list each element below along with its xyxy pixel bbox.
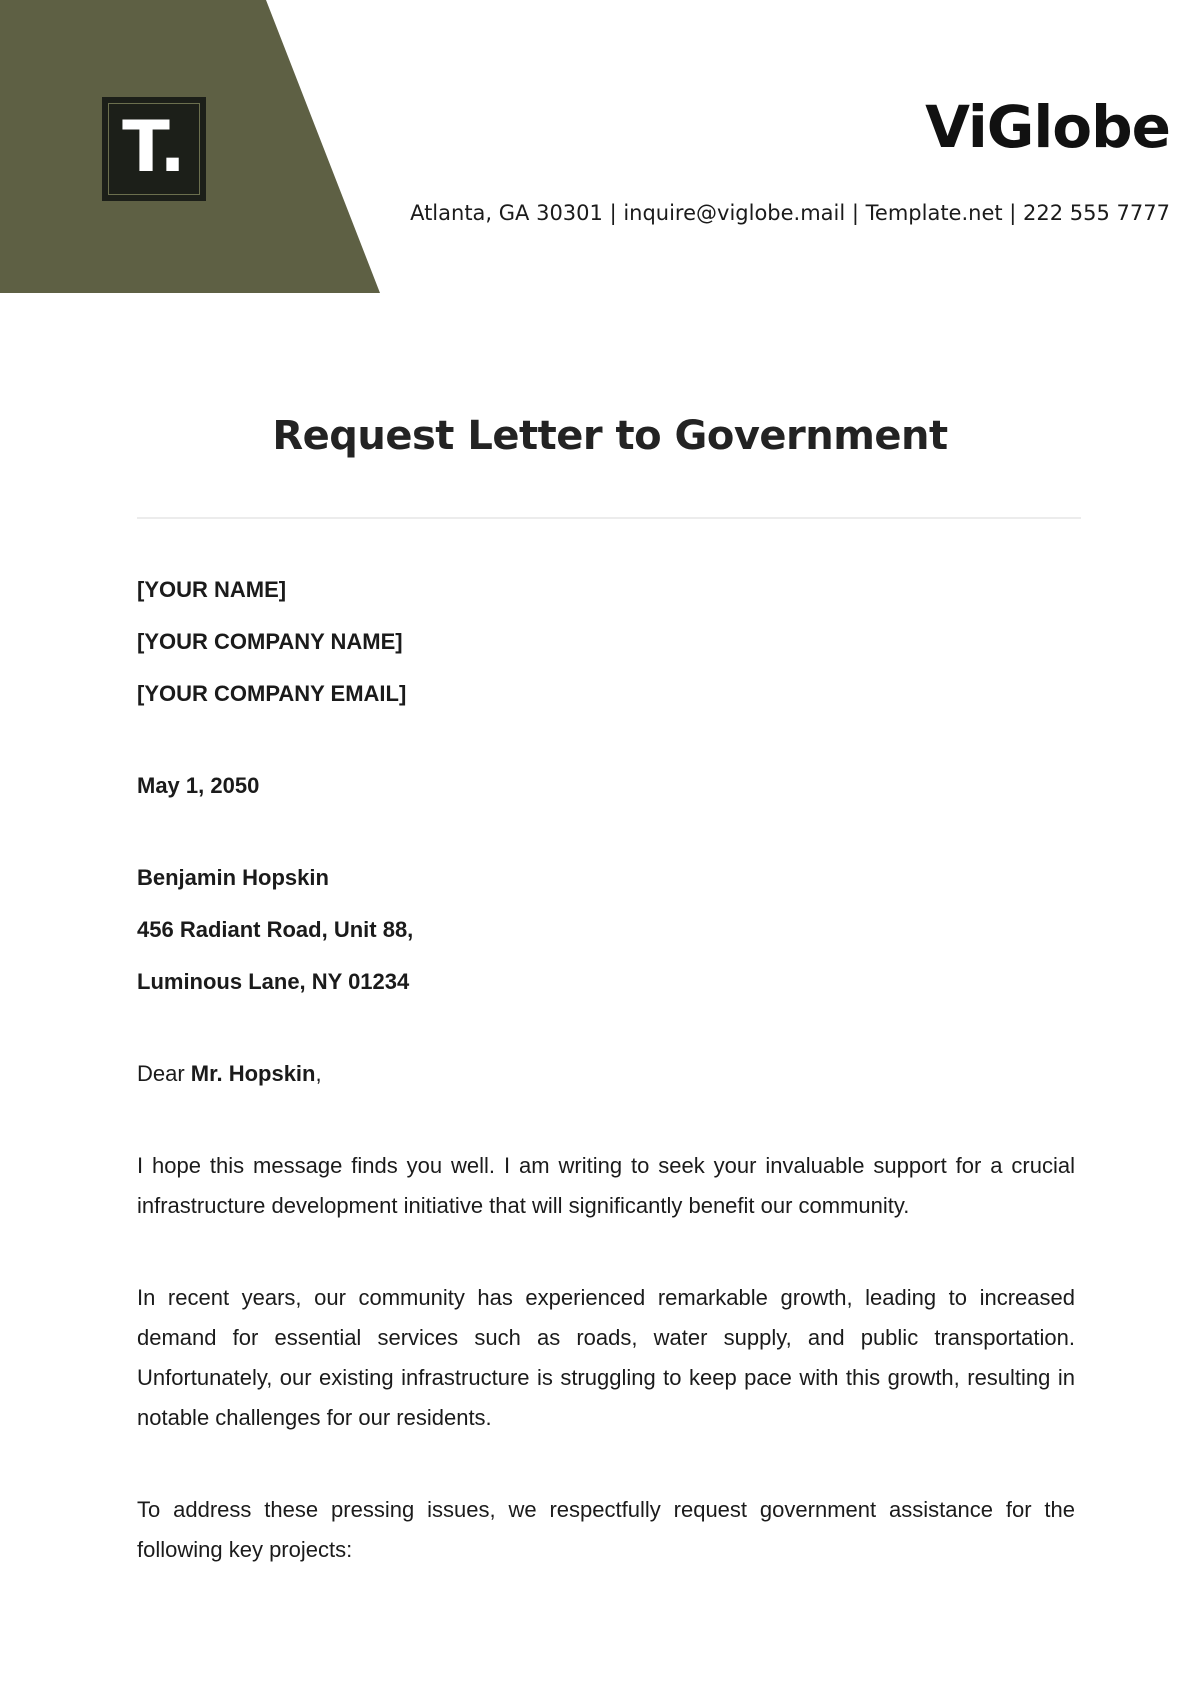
paragraph-2: In recent years, our community has experienced remarkable growth, leading to increased demand for essential services such as roads, water supply, and public transportation. Unfortunately, our existing infrastructure is struggling to keep pace with this growth, resulting in notable challenges for our residents.: [137, 1285, 1075, 1430]
salutation: [137, 1054, 1075, 1094]
paragraph-3: To address these pressing issues, we respectfully request government assistance for the following key projects:: [137, 1497, 1075, 1562]
page-title: Request Letter to Government: [272, 413, 948, 459]
logo-icon: [102, 97, 206, 201]
paragraph-1: I hope this message finds you well. I am writing to seek your invaluable support for a crucial infrastructure development initiative that will significantly benefit our community.: [137, 1153, 1075, 1218]
salutation-suffix: ,: [315, 1061, 322, 1086]
sender-company-name: [YOUR COMPANY NAME]: [137, 629, 403, 654]
recipient-address-line2: Luminous Lane, NY 01234: [137, 969, 410, 994]
sender-name: [YOUR NAME]: [137, 577, 287, 602]
letter-date: May 1, 2050: [137, 773, 260, 798]
sender-company-email: [YOUR COMPANY EMAIL]: [137, 681, 407, 706]
brand-name: ViGlobe: [925, 93, 1170, 161]
spacer: [137, 726, 1075, 766]
spacer: [137, 1226, 1075, 1278]
logo-letter: T.: [122, 106, 186, 188]
recipient-address-line1: 456 Radiant Road, Unit 88,: [137, 917, 414, 942]
salutation-prefix: Dear: [137, 1061, 191, 1086]
salutation-name: Mr. Hopskin: [190, 1061, 316, 1086]
spacer: [137, 1438, 1075, 1490]
recipient-name: Benjamin Hopskin: [137, 865, 329, 890]
contact-line: Atlanta, GA 30301 | inquire@viglobe.mail | Template.net | 222 555 7777: [410, 201, 1170, 225]
letter-body: [137, 570, 1075, 1570]
spacer: [137, 1014, 1075, 1054]
title-divider: [137, 517, 1081, 519]
spacer: [137, 818, 1075, 858]
logo-frame: [108, 103, 200, 195]
